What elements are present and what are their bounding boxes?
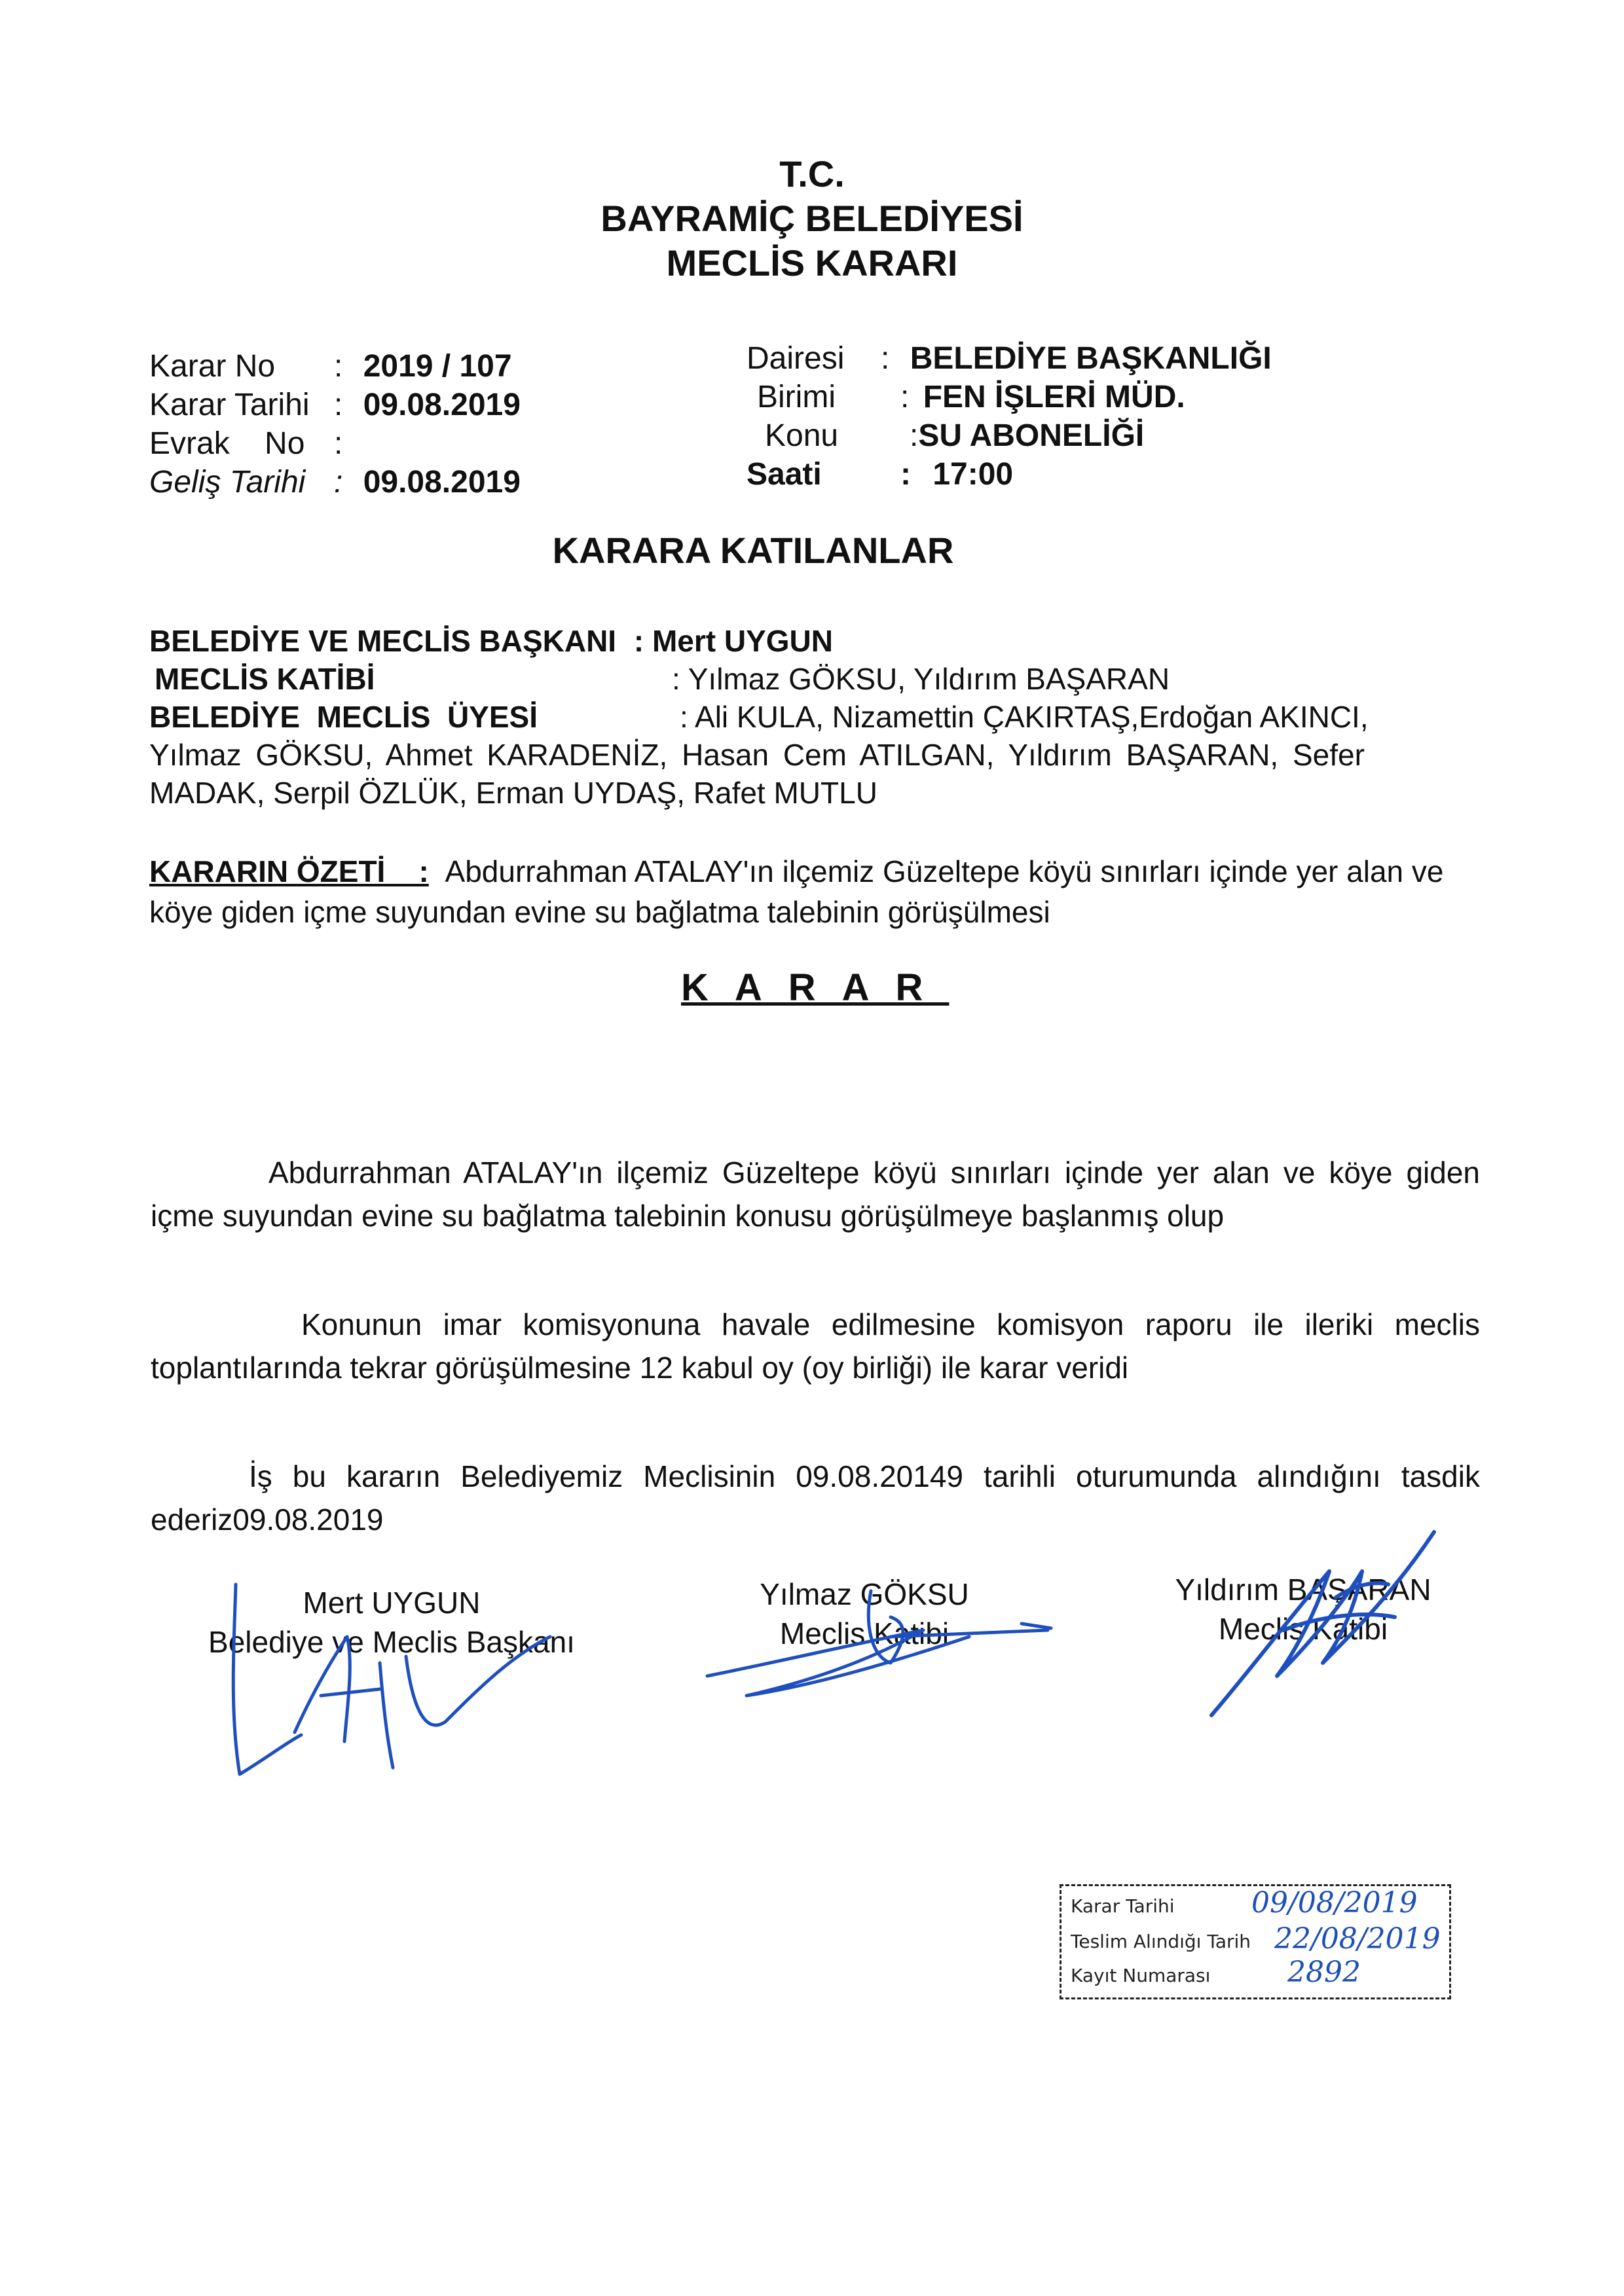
- decision-paragraph-1: [151, 1151, 1480, 1237]
- meta-unit: [747, 378, 1272, 416]
- meta-value: 2019 / 107: [363, 349, 512, 384]
- signatory-title: Meclis Katibi: [1218, 1612, 1388, 1646]
- members-line1: : Ali KULA, Nizamettin ÇAKIRTAŞ,Erdoğan AKINCI,: [680, 700, 1369, 734]
- meta-subject: [747, 416, 1272, 455]
- meta-label: Geliş Tarihi: [149, 465, 306, 500]
- decision-summary: [149, 851, 1485, 932]
- clerk-role: MECLİS KATİBİ: [155, 662, 375, 696]
- decision-paragraph-2: [151, 1303, 1480, 1389]
- stamp-label: Kayıt Numarası: [1071, 1965, 1211, 1986]
- handwritten-signature-clerk-1: [694, 1565, 1061, 1715]
- meta-sep: :: [881, 341, 890, 376]
- header-tc: T.C.: [779, 153, 845, 194]
- meta-document-no: [149, 424, 521, 463]
- signatory-name: Mert UYGUN: [303, 1586, 481, 1620]
- stamp-value-decision-date: 09/08/2019: [1251, 1886, 1418, 1920]
- signatory-title: Meclis Katibi: [779, 1616, 950, 1650]
- meta-label: Dairesi: [747, 341, 845, 376]
- meta-value: FEN İŞLERİ MÜD.: [923, 380, 1185, 414]
- meta-sep: :: [334, 465, 343, 500]
- handwritten-signature-clerk-2: [1198, 1519, 1473, 1728]
- members-line2: Yılmaz GÖKSU, Ahmet KARADENİZ, Hasan Cem ATILGAN, Yıldırım BAŞARAN, Sefer: [149, 738, 1365, 772]
- stamp-label: Karar Tarihi: [1071, 1895, 1175, 1917]
- clerk-names: : Yılmaz GÖKSU, Yıldırım BAŞARAN: [672, 662, 1170, 696]
- stamp-row-receipt-date: [1071, 1931, 1251, 1952]
- meta-right-block: [747, 339, 1272, 494]
- document-header: [0, 152, 1624, 285]
- chair-role: BELEDİYE VE MECLİS BAŞKANI: [149, 624, 617, 658]
- paragraph-text: Abdurrahman ATALAY'ın ilçemiz Güzeltepe köyü sınırları içinde yer alan ve köye giden içme suyundan evine su bağlatma talebinin konusu görüşülmeye başlanmış olup: [151, 1156, 1480, 1233]
- registry-stamp: [1060, 1884, 1451, 1999]
- participant-members: [149, 698, 1479, 736]
- meta-arrival-date: [149, 463, 521, 501]
- meta-decision-no: [149, 347, 521, 386]
- handwritten-signature-chair: [216, 1578, 583, 1794]
- meta-label: Evrak No: [149, 426, 305, 461]
- meta-sep: :: [900, 380, 910, 414]
- meta-left-block: [149, 347, 521, 501]
- meta-label: Karar No: [149, 349, 276, 384]
- participant-chair: [149, 622, 1479, 660]
- meta-sep: :: [334, 426, 343, 461]
- meta-value: 09.08.2019: [363, 388, 521, 422]
- participants-block: [149, 622, 1479, 812]
- meta-time: [747, 455, 1272, 494]
- participant-clerk: [149, 660, 1479, 698]
- meta-label: Konu: [765, 418, 839, 453]
- meta-sep: :: [334, 349, 343, 384]
- decision-title: KARAR: [681, 966, 950, 1009]
- members-role: BELEDİYE MECLİS ÜYESİ: [149, 700, 538, 734]
- stamp-value-record-no: 2892: [1287, 1956, 1361, 1989]
- paragraph-text: İş bu kararın Belediyemiz Meclisinin 09.08.20149 tarihli oturumunda alındığını tasdik ederiz09.08.2019: [151, 1459, 1480, 1537]
- meta-value: SU ABONELİĞİ: [918, 418, 1145, 453]
- meta-value: 09.08.2019: [363, 465, 521, 500]
- meta-label: Saati: [747, 457, 822, 492]
- signatory-title: Belediye ve Meclis Başkanı: [208, 1625, 575, 1659]
- meta-sep: :: [334, 388, 343, 422]
- stamp-row-decision-date: [1071, 1895, 1175, 1917]
- signatory-name: Yılmaz GÖKSU: [760, 1577, 969, 1611]
- meta-sep: :: [900, 457, 911, 492]
- meta-label: Karar Tarihi: [149, 388, 310, 422]
- meta-label: Birimi: [757, 380, 836, 414]
- meta-department: [747, 339, 1272, 378]
- meta-value: BELEDİYE BAŞKANLIĞI: [910, 341, 1272, 376]
- chair-name: : Mert UYGUN: [633, 624, 833, 658]
- meta-decision-date: [149, 386, 521, 424]
- meta-value: 17:00: [932, 457, 1014, 492]
- summary-label: KARARIN ÖZETİ :: [149, 854, 429, 888]
- paragraph-text: Konunun imar komisyonuna havale edilmesine komisyon raporu ile ileriki meclis toplantılarında tekrar görüşülmesine 12 kabul oy (oy birliği) ile karar veridi: [151, 1307, 1480, 1385]
- signatory-name: Yıldırım BAŞARAN: [1175, 1573, 1431, 1607]
- summary-text: Abdurrahman ATALAY'ın ilçemiz Güzeltepe köyü sınırları içinde yer alan ve köye giden içme suyundan evine su bağlatma talebinin görüşülmesi: [149, 854, 1444, 929]
- stamp-value-receipt-date: 22/08/2019: [1274, 1922, 1441, 1956]
- members-line3: MADAK, Serpil ÖZLÜK, Erman UYDAŞ, Rafet MUTLU: [149, 776, 877, 810]
- header-municipality: BAYRAMİÇ BELEDİYESİ: [600, 198, 1024, 239]
- stamp-row-record-no: [1071, 1965, 1210, 1986]
- meta-sep: :: [910, 418, 919, 453]
- participants-title: KARARA KATILANLAR: [552, 530, 954, 571]
- stamp-label: Teslim Alındığı Tarih: [1071, 1931, 1251, 1952]
- header-decision-type: MECLİS KARARI: [666, 242, 958, 283]
